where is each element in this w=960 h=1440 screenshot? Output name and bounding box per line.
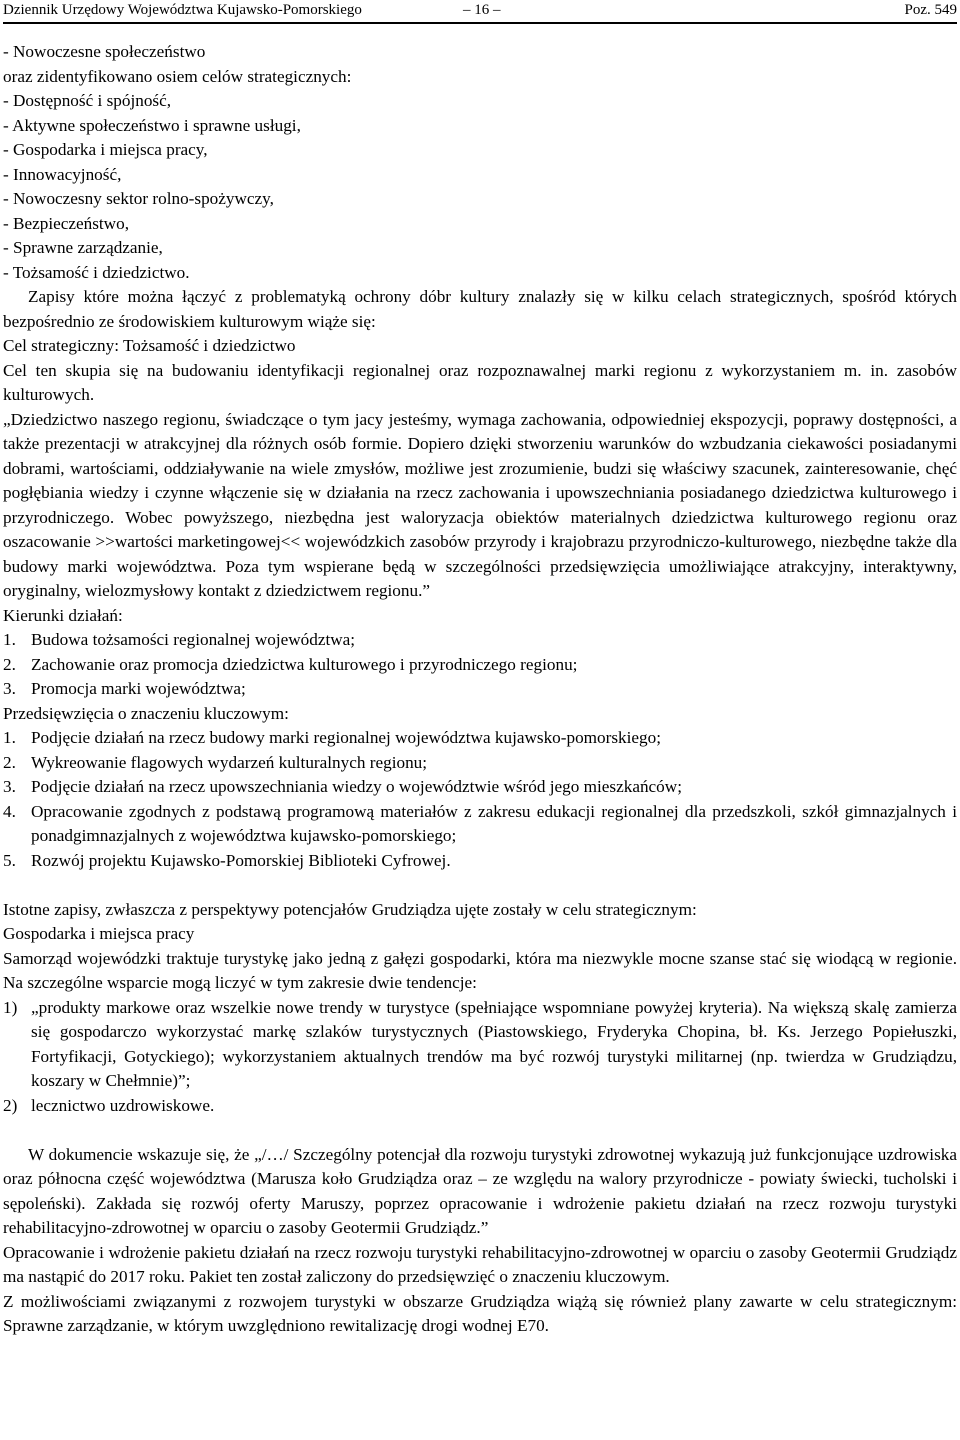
list-item (3, 1094, 957, 1119)
document-body (3, 40, 957, 1339)
journal-title: Dziennik Urzędowy Województwa Kujawsko-Pomorskiego (3, 2, 362, 18)
page (3, 0, 957, 24)
list-number: 2. (3, 654, 16, 674)
goal-item: - Nowoczesny sektor rolno-spożywczy, (3, 189, 274, 208)
text-line: - Nowoczesne społeczeństwo (3, 42, 206, 61)
spacer (3, 873, 957, 898)
list-text: Zachowanie oraz promocja dziedzictwa kulturowego i przyrodniczego regionu; (31, 654, 578, 674)
paragraph-istotne: Istotne zapisy, zwłaszcza z perspektywy potencjałów Grudziądza ujęte zostały w celu strategicznym: (3, 899, 697, 919)
list-item (3, 800, 957, 849)
paragraph-zapisy: Zapisy które można łączyć z problematyką ochrony dóbr kultury znalazły się w kilku celach strategicznych, spośród których bezpośrednio ze środowiskiem kulturowym wiąże się: (3, 287, 957, 331)
list-item (3, 726, 957, 751)
list-text: Opracowanie zgodnych z podstawą programową materiałów z zakresu edukacji regionalnej dla przedszkoli, szkół gimnazjalnych i ponadgimnazjalnych z województwa kujawsko-pomorskiego; (31, 801, 957, 845)
goal-item: - Aktywne społeczeństwo i sprawne usługi, (3, 115, 301, 135)
list-item (3, 775, 957, 800)
list-number: 1. (3, 728, 16, 747)
list-number: 1) (3, 997, 18, 1017)
page-number: – 16 – (463, 2, 501, 18)
paragraph-quote: „Dziedzictwo naszego regionu, świadczące o tym jacy jesteśmy, wymaga zachowania, odpowiedniej ekspozycji, poprawy dostępności, a także prezentacji w atrakcyjnej dla różnych osób formie. Dopiero dzięki stworzeniu warunków do wzbudzania ciekawości posiadanymi dobrami, wartościami, oddziaływanie na wiele zmysłów, możliwe jest zrozumienie, budzi się właściwy szacunek, zainteresowanie, chęć pogłębiania wiedzy i czynne włączenie się w działania na rzecz zachowania i upowszechniania posiadanego dziedzictwa kulturowego i przyrodniczego. Wobec powyższego, niezbędna jest waloryzacja obiektów materialnych dziedzictwa kulturowego regionu oraz oszacowanie >>wartości marketingowej<< wojewódzkich zasobów przyrody i krajobrazu przyrodniczo-kulturowego, niezbędne także dla budowy marki województwa. Poza tym wspierane będą w szczególności przedsięwzięcia umożliwiające atrakcyjny, interaktywny, oryginalny, wielozmysłowy kontakt z dziedzictwem regionu.” (3, 409, 957, 600)
list-text: Rozwój projektu Kujawsko-Pomorskiej Biblioteki Cyfrowej. (31, 850, 451, 870)
kierunki-heading: Kierunki działań: (3, 605, 123, 625)
list-item (3, 996, 957, 1094)
list-number: 5. (3, 850, 16, 870)
goal-item: - Bezpieczeństwo, (3, 213, 129, 233)
przedsiewziecia-heading: Przedsięwzięcia o znaczeniu kluczowym: (3, 703, 289, 723)
position-number: Poz. 549 (904, 2, 957, 18)
list-text: Podjęcie działań na rzecz upowszechniania wiedzy o województwie wśród jego mieszkańców; (31, 777, 682, 796)
list-number: 2. (3, 752, 16, 772)
list-text: Budowa tożsamości regionalnej województwa; (31, 630, 356, 649)
spacer (3, 1118, 957, 1143)
paragraph-dokument: W dokumencie wskazuje się, że „/…/ Szczególny potencjał dla rozwoju turystyki zdrowotnej wykazują już funkcjonujące uzdrowiska oraz północna część województwa (Marusza koło Grudziądza oraz – ze względu na walory przyrodnicze - powiaty świecki, tucholski i sępoleński). Zakłada się rozwój oferty Maruszy, poprzez opracowanie i wdrożenie pakietu działań na rzecz rozwoju turystyki rehabilitacyjno-zdrowotnej w oparciu o zasoby Geotermii Grudziądz.” (3, 1144, 957, 1237)
list-item (3, 849, 957, 874)
list-number: 3. (3, 777, 16, 796)
paragraph-opracowanie: Opracowanie i wdrożenie pakietu działań na rzecz rozwoju turystyki rehabilitacyjno-zdrowotnej w oparciu o zasoby Geotermii Grudziądz ma nastąpić do 2017 roku. Pakiet ten został zaliczony do przedsięwzięć o znaczeniu kluczowym. (3, 1242, 957, 1286)
page-header (3, 0, 957, 24)
header-rule (3, 22, 957, 24)
paragraph-samorzad: Samorząd wojewódzki traktuje turystykę jako jedną z gałęzi gospodarki, która ma niezwykle mocne szanse stać się wiodącą w regionie. Na szczególne wsparcie mogą liczyć w tym zakresie dwie tendencje: (3, 948, 957, 992)
list-text: Podjęcie działań na rzecz budowy marki regionalnej województwa kujawsko-pomorskiego; (31, 728, 662, 747)
list-text: „produkty markowe oraz wszelkie nowe trendy w turystyce (spełniające wspomniane powyżej kryteria). Na większą skalę zamierza się gospodarczo wykorzystać markę szlaków turystycznych (Piastowskiego, Fryderyka Chopina, bł. Ks. Jerzego Popiełuszki, Fortyfikacji, Gotyckiego); wykorzystaniem aktualnych trendów ma być rozwój turystyki militarnej (np. twierdza w Grudziądzu, koszary w Chełmnie)”; (31, 997, 957, 1090)
goal-item: - Dostępność i spójność, (3, 91, 172, 110)
text-line: oraz zidentyfikowano osiem celów strategicznych: (3, 66, 352, 86)
list-number: 2) (3, 1095, 18, 1115)
paragraph-cel: Cel ten skupia się na budowaniu identyfikacji regionalnej oraz rozpoznawalnej marki regionu z wykorzystaniem m. in. zasobów kulturowych. (3, 360, 957, 404)
list-text: Wykreowanie flagowych wydarzeń kulturalnych regionu; (31, 752, 428, 772)
list-number: 1. (3, 630, 16, 649)
strategic-goal-heading: Gospodarka i miejsca pracy (3, 924, 195, 943)
strategic-goal-heading: Cel strategiczny: Tożsamość i dziedzictwo (3, 336, 296, 355)
goal-item: - Gospodarka i miejsca pracy, (3, 140, 208, 159)
list-text: Promocja marki województwa; (31, 679, 246, 698)
goal-item: - Tożsamość i dziedzictwo. (3, 262, 190, 282)
list-item (3, 628, 957, 653)
goal-item: - Sprawne zarządzanie, (3, 238, 163, 257)
list-text: lecznictwo uzdrowiskowe. (31, 1095, 215, 1115)
list-item (3, 751, 957, 776)
list-item (3, 677, 957, 702)
list-item (3, 653, 957, 678)
goal-item: - Innowacyjność, (3, 164, 122, 184)
list-number: 4. (3, 801, 16, 821)
list-number: 3. (3, 679, 16, 698)
paragraph-mozliwosci: Z możliwościami związanymi z rozwojem turystyki w obszarze Grudziądza wiążą się również plany zawarte w celu strategicznym: Sprawne zarządzanie, w którym uwzględniono rewitalizację drogi wodnej E70. (3, 1291, 957, 1335)
